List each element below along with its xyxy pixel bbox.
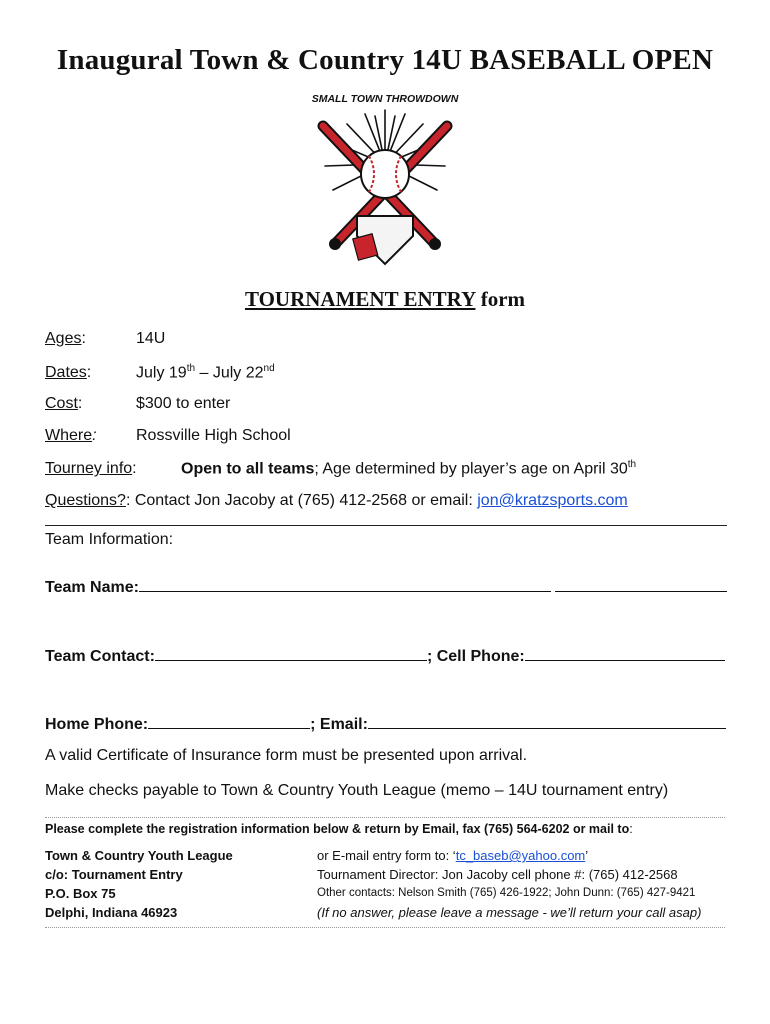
email-entry-line: or E-mail entry form to: ‘tc_baseb@yahoo.com’ bbox=[317, 848, 589, 863]
team-contact-label: Team Contact: bbox=[45, 648, 155, 665]
home-phone-row bbox=[45, 714, 726, 734]
checks-note: Make checks payable to Town & Country Youth League (memo – 14U tournament entry) bbox=[45, 782, 669, 799]
baseball-logo bbox=[295, 86, 475, 282]
team-contact-row bbox=[45, 646, 725, 666]
ages-value: 14U bbox=[136, 330, 166, 347]
ages-row: Ages: 14U bbox=[45, 330, 166, 347]
dates-value-start: July 19 bbox=[136, 364, 187, 382]
insurance-note: A valid Certificate of Insurance form must be presented upon arrival. bbox=[45, 747, 528, 764]
dates-row: Dates: July 19th – July 22nd bbox=[45, 363, 275, 382]
logo-banner-text: SMALL TOWN THROWDOWN bbox=[311, 93, 459, 105]
questions-label: Questions? bbox=[45, 492, 126, 509]
dates-value-end: – July 22 bbox=[195, 364, 264, 382]
director-line: Tournament Director: Jon Jacoby cell phone #: (765) 412-2568 bbox=[317, 867, 678, 882]
cell-phone-label: ; Cell Phone: bbox=[426, 648, 525, 665]
dotted-divider-top bbox=[45, 817, 725, 818]
tourney-info-bold: Open to all teams bbox=[181, 460, 315, 478]
address-line-2: c/o: Tournament Entry bbox=[45, 867, 183, 882]
address-line-1: Town & Country Youth League bbox=[45, 848, 233, 863]
team-name-row bbox=[45, 577, 727, 597]
no-answer-line: (If no answer, please leave a message - we’ll return your call asap) bbox=[317, 905, 702, 920]
email-label: ; Email: bbox=[310, 716, 368, 733]
tourney-info-label: Tourney info bbox=[45, 460, 133, 478]
page-title: Inaugural Town & Country 14U BASEBALL OPEN bbox=[56, 44, 714, 76]
entry-email-link[interactable]: tc_baseb@yahoo.com bbox=[455, 848, 586, 863]
questions-row bbox=[45, 492, 628, 510]
form-heading-rest: form bbox=[475, 287, 526, 311]
team-contact-line[interactable] bbox=[155, 646, 427, 661]
tourney-info-text: ; Age determined by player’s age on April 30 bbox=[314, 460, 628, 478]
where-label: Where bbox=[45, 427, 93, 444]
team-name-line-2[interactable] bbox=[555, 577, 727, 592]
other-contacts-line: Other contacts: Nelson Smith (765) 426-1922; John Dunn: (765) 427-9421 bbox=[317, 887, 696, 899]
where-value: Rossville High School bbox=[136, 427, 291, 444]
contact-email-link[interactable]: jon@kratzsports.com bbox=[477, 492, 628, 509]
home-phone-line[interactable] bbox=[148, 714, 310, 729]
email-line[interactable] bbox=[368, 714, 726, 729]
registration-note: Please complete the registration information below & return by Email, fax (765) 564-6202 or mail to: bbox=[45, 822, 633, 836]
address-line-4: Delphi, Indiana 46923 bbox=[45, 905, 178, 920]
tourney-info-row: Tourney info: Open to all teams; Age determined by player’s age on April 30th bbox=[45, 459, 637, 478]
cell-phone-line[interactable] bbox=[525, 646, 725, 661]
questions-text: : Contact Jon Jacoby at (765) 412-2568 or email: bbox=[125, 492, 478, 509]
dotted-divider-bottom bbox=[45, 927, 725, 928]
form-heading bbox=[0, 287, 770, 312]
team-name-label: Team Name: bbox=[45, 579, 139, 596]
where-row: Where: Rossville High School bbox=[45, 427, 291, 444]
form-heading-underlined: TOURNAMENT ENTRY bbox=[244, 287, 476, 311]
baseball-icon bbox=[361, 150, 409, 198]
section-divider bbox=[45, 525, 727, 526]
team-info-heading: Team Information: bbox=[45, 531, 174, 548]
ages-label: Ages bbox=[45, 330, 82, 347]
address-line-3: P.O. Box 75 bbox=[45, 886, 116, 901]
cost-label: Cost bbox=[45, 395, 78, 412]
team-name-line[interactable] bbox=[139, 577, 551, 592]
dates-label: Dates bbox=[45, 364, 87, 382]
home-phone-label: Home Phone: bbox=[45, 716, 149, 733]
cost-row: Cost: $300 to enter bbox=[45, 395, 231, 412]
cost-value: $300 to enter bbox=[136, 395, 231, 412]
